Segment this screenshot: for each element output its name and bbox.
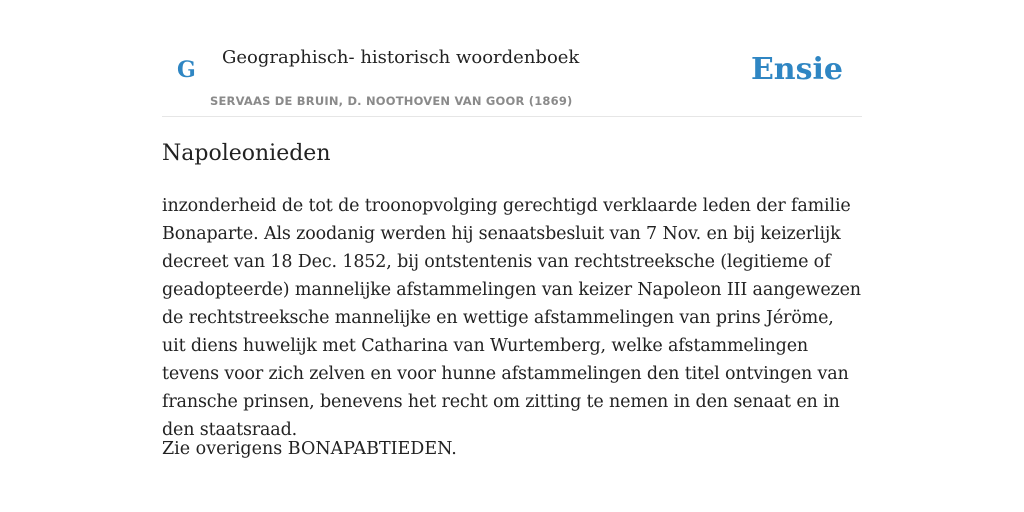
entry-title: Napoleonieden [162, 141, 331, 166]
entry-body: inzonderheid de tot de troonopvolging gerechtigd verklaarde leden der familie Bonaparte. Als zoodanig werden hij senaatsbesluit van 7 Nov. en bij keizerlijk decreet van 18 Dec. 1852, bij ontstentenis van rechtstreeksche (legitieme of geadopteerde) mannelijke afstammelingen van keizer Napoleon III aangewezen de rechtstreeksche mannelijke en wettige afstammelingen van prins Jéröme, uit diens huwelijk met Catharina van Wurtemberg, welke afstammelingen tevens voor zich zelven en voor hunne afstammelingen den titel ontvingen van fransche prinsen, benevens het recht om zitting te nemen in den senaat en in den staatsraad. [162, 196, 861, 440]
book-header [162, 0, 862, 117]
brand-logo[interactable]: Ensie [750, 52, 843, 87]
entry-see-also: Zie overigens BONAPABTIEDEN. [162, 439, 457, 459]
book-author: SERVAAS DE BRUIN, D. NOOTHOVEN VAN GOOR (1869) [210, 94, 573, 108]
book-logo[interactable]: G [177, 57, 196, 83]
book-title[interactable]: Geographisch- historisch woordenboek [222, 47, 580, 68]
